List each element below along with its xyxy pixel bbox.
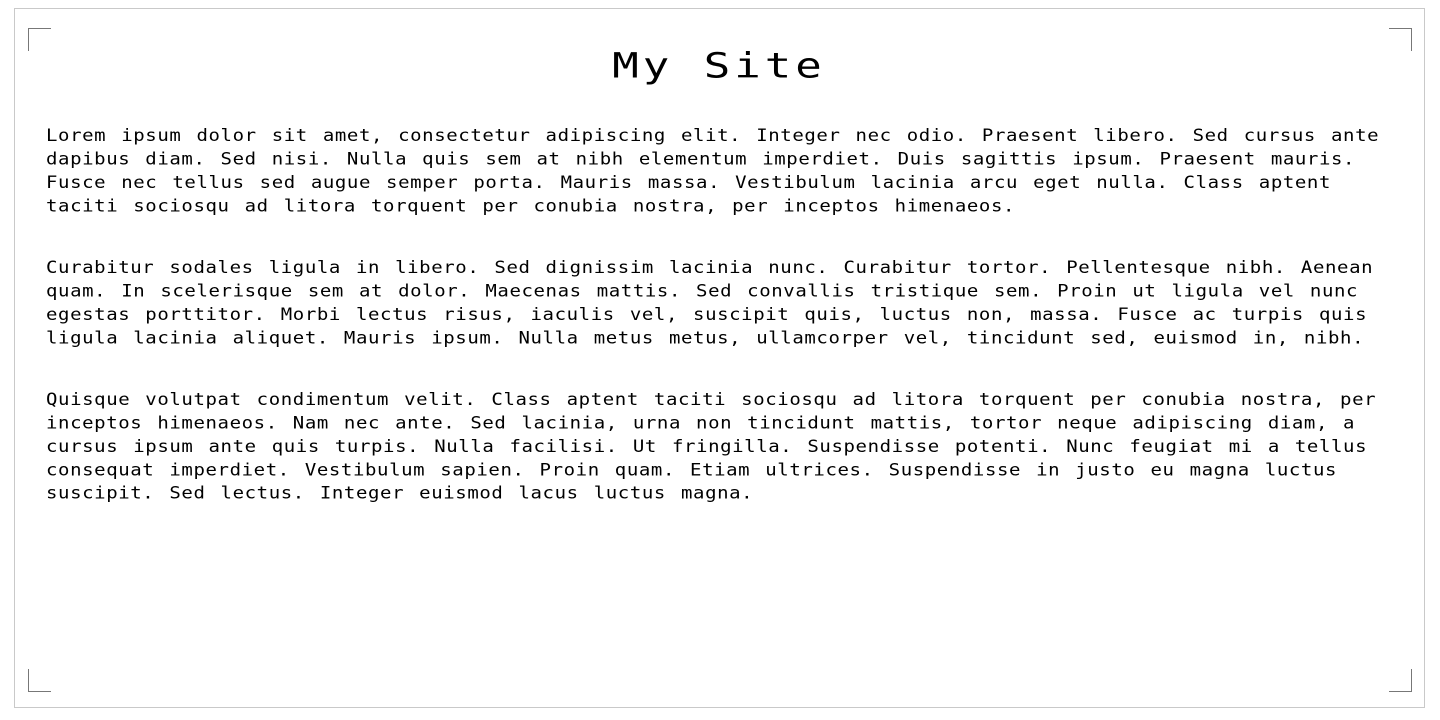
crop-mark-bottom-left [28, 669, 51, 692]
crop-mark-bottom-right [1389, 669, 1412, 692]
paragraph: Lorem ipsum dolor sit amet, consectetur adipiscing elit. Integer nec odio. Praesent libero. Sed cursus ante dapibus diam. Sed nisi. Nulla quis sem at nibh elementum imperdiet. Duis sagittis ipsum. Praesent mauris. Fusce nec tellus sed augue semper porta. Mauris massa. Vestibulum lacinia arcu eget nulla. Class aptent taciti sociosqu ad litora torquent per conubia nostra, per inceptos himenaeos. [46, 125, 1380, 216]
paragraph: Quisque volutpat condimentum velit. Class aptent taciti sociosqu ad litora torquent per conubia nostra, per inceptos himenaeos. Nam nec ante. Sed lacinia, urna non tincidunt mattis, tortor neque adipiscing diam, a cursus ipsum ante quis turpis. Nulla facilisi. Ut fringilla. Suspendisse potenti. Nunc feugiat mi a tellus consequat imperdiet. Vestibulum sapien. Proin quam. Etiam ultrices. Suspendisse in justo eu magna luctus suscipit. Sed lectus. Integer euismod lacus luctus magna. [46, 389, 1377, 504]
page-title: My Site [612, 46, 826, 87]
document-body [46, 44, 1392, 518]
crop-mark-top-right [1389, 28, 1412, 51]
paragraph: Curabitur sodales ligula in libero. Sed dignissim lacinia nunc. Curabitur tortor. Pellentesque nibh. Aenean quam. In scelerisque sem at dolor. Maecenas mattis. Sed convallis tristique sem. Proin ut ligula vel nunc egestas porttitor. Morbi lectus risus, iaculis vel, suscipit quis, luctus non, massa. Fusce ac turpis quis ligula lacinia aliquet. Mauris ipsum. Nulla metus metus, ullamcorper vel, tincidunt sed, euismod in, nibh. [46, 257, 1374, 348]
